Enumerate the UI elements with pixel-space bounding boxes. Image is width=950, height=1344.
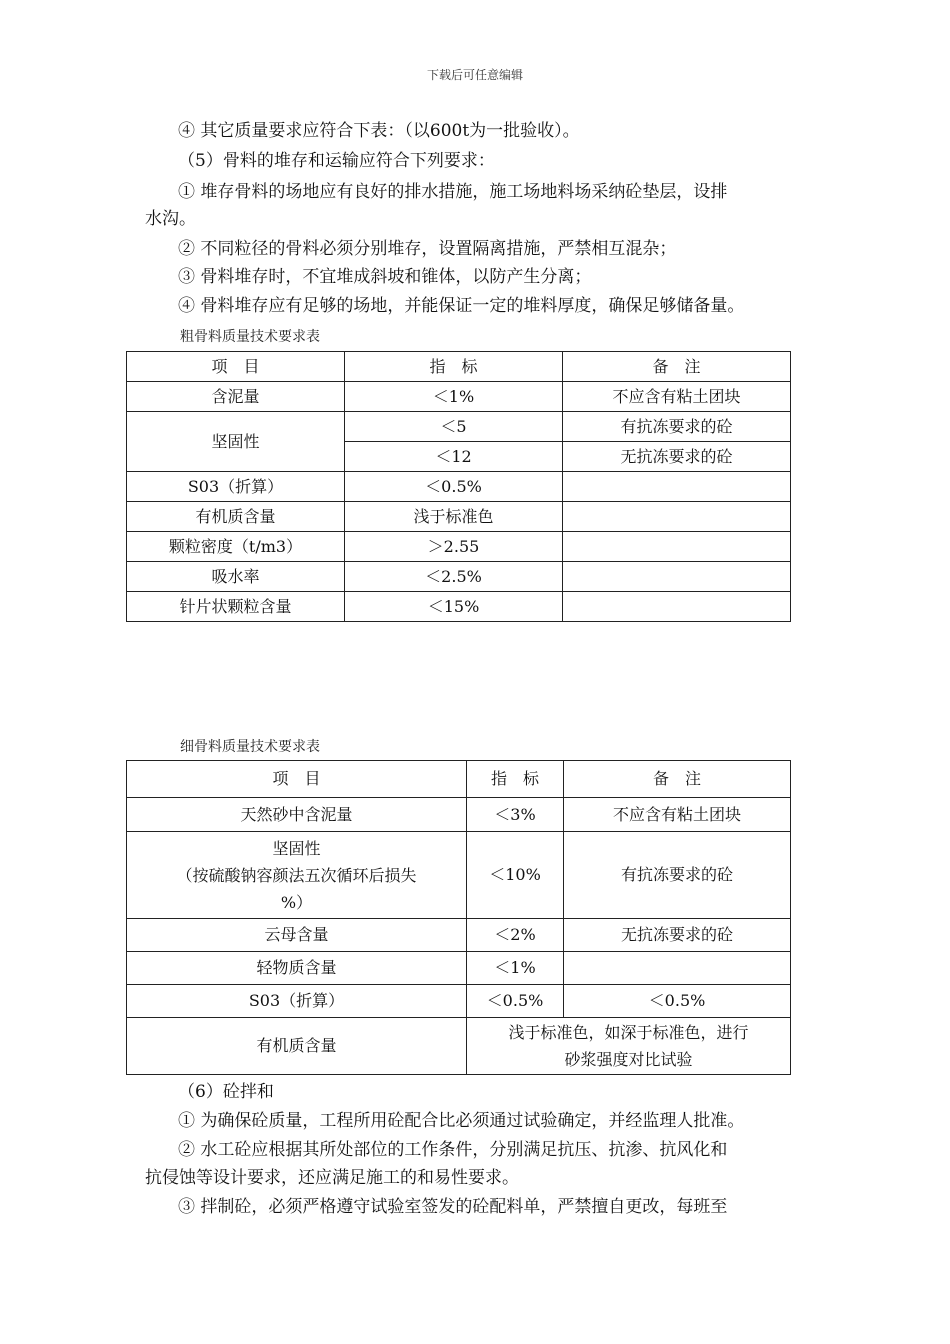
header-note: 备 注 [563, 352, 791, 382]
cell-note: 有抗冻要求的砼 [563, 412, 791, 442]
table-row [127, 1018, 791, 1075]
table-row [127, 562, 791, 592]
coarse-table-caption: 粗骨料质量技术要求表 [180, 329, 320, 345]
paragraph-hydraulic-concrete: ② 水工砼应根据其所处部位的工作条件，分别满足抗压、抗渗、抗风化和 [178, 1140, 728, 1160]
paragraph-drainage-cont: 水沟。 [145, 209, 196, 229]
cell-value: ＜1% [345, 382, 563, 412]
table-row [127, 952, 791, 985]
cell-item: S03（折算） [127, 472, 345, 502]
cell-value: ＜1% [467, 952, 564, 985]
coarse-aggregate-table [126, 351, 791, 622]
cell-item: S03（折算） [127, 985, 467, 1018]
cell-value: ＜5 [345, 412, 563, 442]
cell-note: 无抗冻要求的砼 [564, 919, 791, 952]
cell-value: 浅于标准色 [345, 502, 563, 532]
paragraph-sufficient-site: ④ 骨料堆存应有足够的场地，并能保证一定的堆料厚度，确保足够储备量。 [178, 296, 745, 316]
paragraph-drainage: ① 堆存骨料的场地应有良好的排水措施，施工场地料场采纳砼垫层，设排 [178, 182, 728, 202]
cell-value: ＜15% [345, 592, 563, 622]
cell-item: 吸水率 [127, 562, 345, 592]
cell-item: 颗粒密度（t/m3） [127, 532, 345, 562]
cell-value: ＞2.55 [345, 532, 563, 562]
header-value: 指 标 [345, 352, 563, 382]
header-note: 备 注 [564, 761, 791, 798]
paragraph-mixing-heading: （6）砼拌和 [178, 1082, 274, 1102]
cell-note: 有抗冻要求的砼 [564, 832, 791, 919]
cell-item: 有机质含量 [127, 1018, 467, 1075]
table-row [127, 985, 791, 1018]
cell-value: ＜0.5% [345, 472, 563, 502]
table-row [127, 919, 791, 952]
paragraph-mixing-rules: ③ 拌制砼，必须严格遵守试验室签发的砼配料单，严禁擅自更改，每班至 [178, 1197, 728, 1217]
cell-item: 针片状颗粒含量 [127, 592, 345, 622]
cell-value: ＜2.5% [345, 562, 563, 592]
paragraph-separate-storage: ② 不同粒径的骨料必须分别堆存，设置隔离措施，严禁相互混杂； [178, 239, 677, 259]
header-value: 指 标 [467, 761, 564, 798]
table-row [127, 532, 791, 562]
cell-item: 云母含量 [127, 919, 467, 952]
fine-aggregate-table [126, 760, 791, 1075]
table-row [127, 832, 791, 919]
cell-note: 不应含有粘土团块 [563, 382, 791, 412]
paragraph-no-slope: ③ 骨料堆存时，不宜堆成斜坡和锥体，以防产生分离； [178, 267, 592, 287]
cell-note [563, 562, 791, 592]
cell-item: 含泥量 [127, 382, 345, 412]
cell-item-line: 坚固性 [272, 838, 321, 858]
cell-value: ＜0.5% [467, 985, 564, 1018]
cell-note: ＜0.5% [564, 985, 791, 1018]
paragraph-storage-heading: （5）骨料的堆存和运输应符合下列要求： [178, 151, 495, 171]
paragraph-quality-requirements: ④ 其它质量要求应符合下表：（以600t为一批验收）。 [178, 121, 580, 141]
cell-item: 有机质含量 [127, 502, 345, 532]
cell-item-line: %） [280, 892, 313, 912]
paragraph-hydraulic-concrete-cont: 抗侵蚀等设计要求，还应满足施工的和易性要求。 [145, 1168, 519, 1188]
cell-value: ＜12 [345, 442, 563, 472]
cell-note [563, 592, 791, 622]
cell-value: ＜10% [467, 832, 564, 919]
cell-item-line: （按硫酸钠容颜法五次循环后损失 [176, 865, 417, 885]
paragraph-mix-ratio: ① 为确保砼质量，工程所用砼配合比必须通过试验确定，并经监理人批准。 [178, 1111, 745, 1131]
cell-item [127, 832, 467, 919]
table-row [127, 592, 791, 622]
cell-value-line: 浅于标准色，如深于标准色，进行 [508, 1023, 749, 1042]
cell-note [564, 952, 791, 985]
cell-item: 轻物质含量 [127, 952, 467, 985]
table-row [127, 412, 791, 442]
table-header-row [127, 352, 791, 382]
table-row [127, 798, 791, 832]
fine-table-caption: 细骨料质量技术要求表 [180, 739, 320, 755]
cell-value: ＜3% [467, 798, 564, 832]
cell-note [563, 532, 791, 562]
page-header: 下载后可任意编辑 [426, 68, 523, 82]
cell-note: 无抗冻要求的砼 [563, 442, 791, 472]
cell-item: 坚固性 [127, 412, 345, 472]
table-row [127, 472, 791, 502]
cell-note: 不应含有粘土团块 [564, 798, 791, 832]
header-item: 项 目 [127, 761, 467, 798]
cell-note [563, 472, 791, 502]
cell-value-line: 砂浆强度对比试验 [564, 1050, 693, 1069]
header-item: 项 目 [127, 352, 345, 382]
cell-note [563, 502, 791, 532]
table-row [127, 382, 791, 412]
table-row [127, 502, 791, 532]
cell-value [467, 1018, 791, 1075]
cell-value: ＜2% [467, 919, 564, 952]
table-header-row [127, 761, 791, 798]
cell-item: 天然砂中含泥量 [127, 798, 467, 832]
